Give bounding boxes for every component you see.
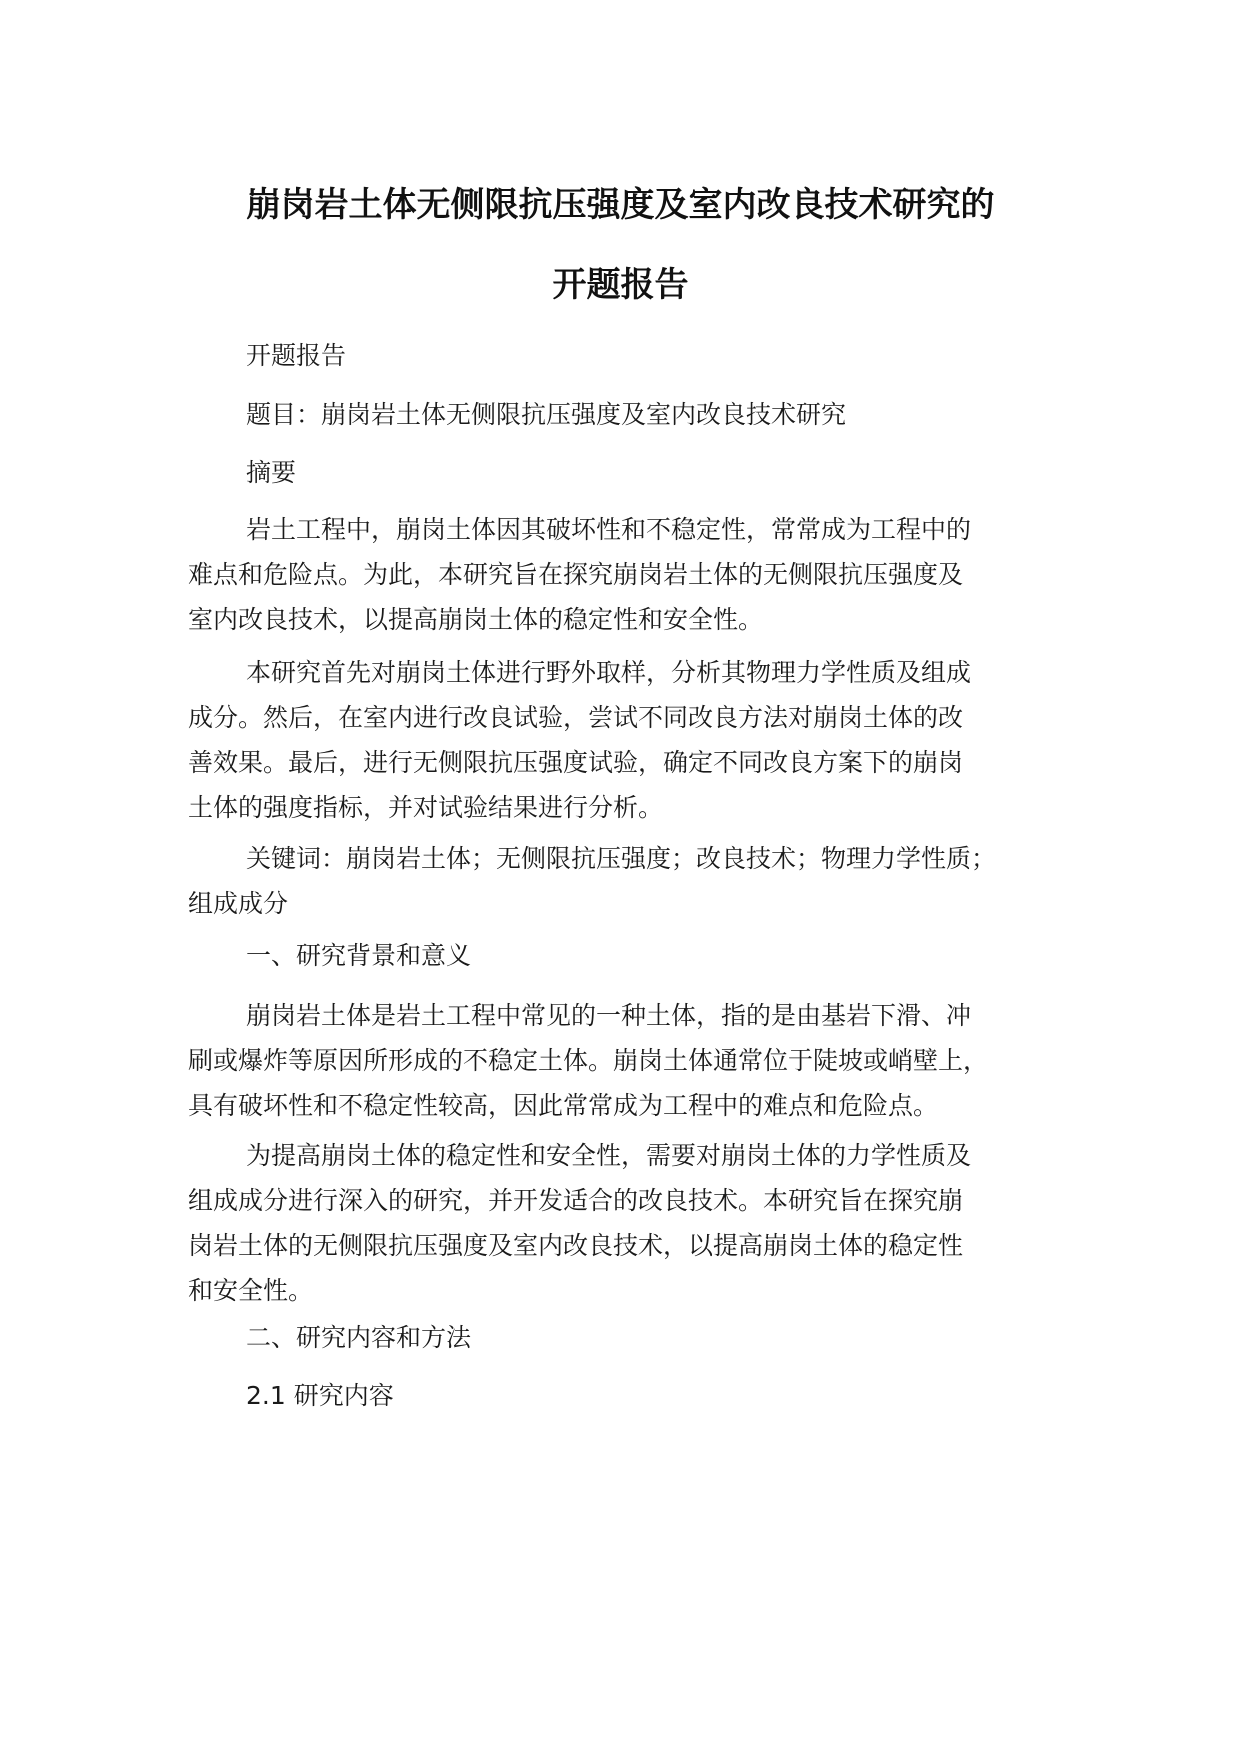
text-line: 本研究首先对崩岗土体进行野外取样，分析其物理力学性质及组成 xyxy=(246,658,972,687)
text-line: 组成成分进行深入的研究，并开发适合的改良技术。本研究旨在探究崩 xyxy=(188,1186,964,1215)
text-line: 为提高崩岗土体的稳定性和安全性，需要对崩岗土体的力学性质及 xyxy=(246,1141,972,1170)
subject-line: 题目：崩岗岩土体无侧限抗压强度及室内改良技术研究 xyxy=(246,400,847,429)
section-2-1-heading: 2.1 研究内容 xyxy=(246,1381,394,1410)
text-line: 具有破坏性和不稳定性较高，因此常常成为工程中的难点和危险点。 xyxy=(188,1091,939,1120)
text-line: 善效果。最后，进行无侧限抗压强度试验，确定不同改良方案下的崩岗 xyxy=(188,748,964,777)
section-1-heading: 一、研究背景和意义 xyxy=(246,941,472,970)
abstract-paragraph-1 xyxy=(188,507,1088,642)
text-line: 成分。然后，在室内进行改良试验，尝试不同改良方法对崩岗土体的改 xyxy=(188,703,964,732)
section-1-paragraph-1 xyxy=(188,993,1088,1128)
text-line: 关键词：崩岗岩土体；无侧限抗压强度；改良技术；物理力学性质； xyxy=(246,844,997,873)
text-line: 难点和危险点。为此，本研究旨在探究崩岗岩土体的无侧限抗压强度及 xyxy=(188,560,964,589)
abstract-heading: 摘要 xyxy=(246,458,297,487)
text-line: 岗岩土体的无侧限抗压强度及室内改良技术，以提高崩岗土体的稳定性 xyxy=(188,1231,964,1260)
report-heading: 开题报告 xyxy=(246,341,347,370)
keywords-paragraph xyxy=(188,836,1088,926)
document-title-line-2: 开题报告 xyxy=(552,265,689,305)
text-line: 室内改良技术，以提高崩岗土体的稳定性和安全性。 xyxy=(188,605,764,634)
text-line: 土体的强度指标，并对试验结果进行分析。 xyxy=(188,793,664,822)
section-1-paragraph-2 xyxy=(188,1133,1088,1313)
document-title-line-1: 崩岗岩土体无侧限抗压强度及室内改良技术研究的 xyxy=(246,185,995,225)
text-line: 刷或爆炸等原因所形成的不稳定土体。崩岗土体通常位于陡坡或峭壁上， xyxy=(188,1046,989,1075)
text-line: 和安全性。 xyxy=(188,1276,314,1305)
text-line: 组成成分 xyxy=(188,889,289,918)
abstract-paragraph-2 xyxy=(188,650,1088,830)
text-line: 崩岗岩土体是岩土工程中常见的一种土体，指的是由基岩下滑、冲 xyxy=(246,1001,972,1030)
text-line: 岩土工程中，崩岗土体因其破坏性和不稳定性，常常成为工程中的 xyxy=(246,515,972,544)
section-2-heading: 二、研究内容和方法 xyxy=(246,1323,472,1352)
